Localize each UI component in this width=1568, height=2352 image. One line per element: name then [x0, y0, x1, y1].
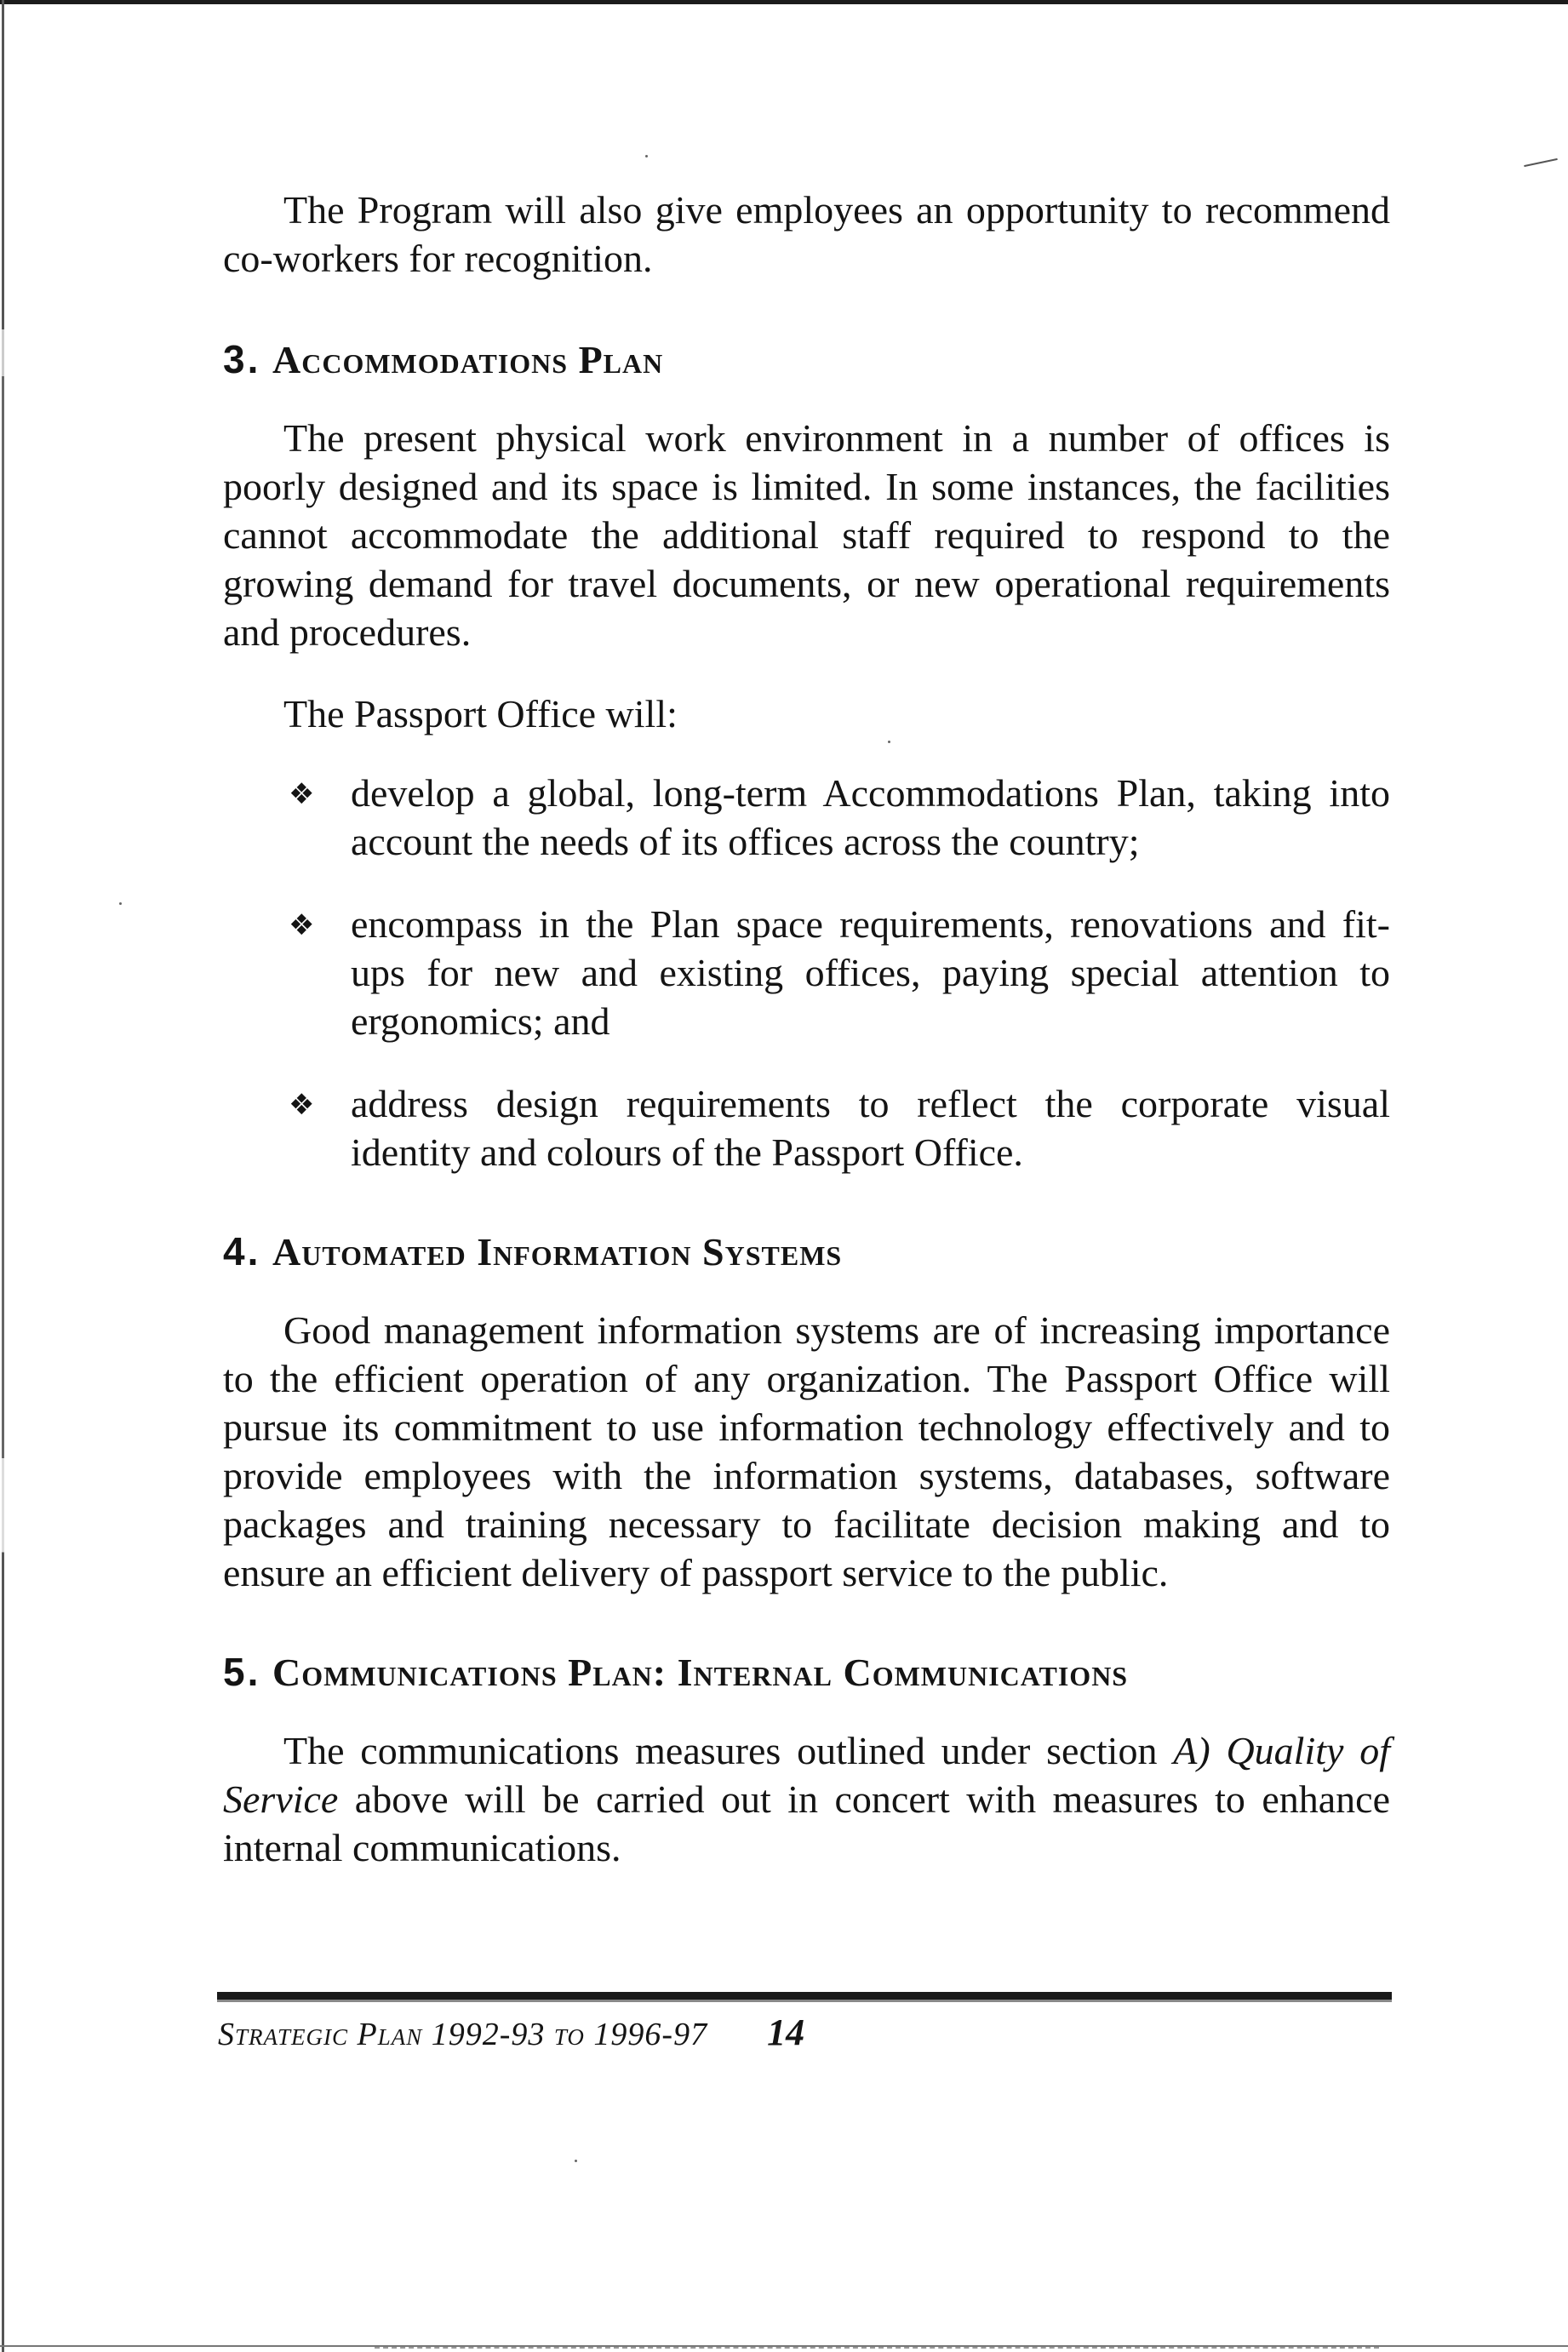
section-number: 3. — [223, 337, 261, 381]
section-4-paragraph: Good management information systems are of increasing importance to the efficient operation of any organization. The Passport Office will pursue its commitment to use information technology effectively and to provide employees with the information systems, databases, software packages and training necessary to facilitate decision making and to ensure an efficient delivery of passport service to the public. — [223, 1308, 1390, 1594]
paragraph-text: above will be carried out in concert with measures to enhance internal communications. — [223, 1777, 1390, 1869]
section-3-paragraph: The present physical work environment in a number of offices is poorly designed and its space is limited. In some instances, the facilities cannot accommodate the additional staff required to respond to the growing demand for travel documents, or new operational requirements and procedures. — [223, 416, 1390, 654]
bullet-text: encompass in the Plan space requirements, renovations and fit-ups for new and existing offices, paying special attention to ergonomics; and — [351, 902, 1390, 1043]
section-3-lead-in: The Passport Office will: — [283, 692, 678, 735]
section-number: 4. — [223, 1229, 261, 1273]
bullet-item — [223, 1079, 1390, 1176]
section-4-heading — [223, 1228, 1390, 1276]
scan-edge-left — [2, 0, 4, 2352]
section-3-bullet-list — [223, 769, 1390, 1176]
diamond-bullet-icon: ❖ — [289, 777, 315, 811]
diamond-bullet-icon: ❖ — [289, 908, 315, 942]
page-footer — [218, 2011, 1069, 2054]
bullet-text: develop a global, long-term Accommodations Plan, taking into account the needs of its offices across the country; — [351, 771, 1390, 863]
section-3-heading — [223, 335, 1390, 384]
section-number: 5. — [223, 1650, 261, 1694]
diamond-bullet-icon: ❖ — [289, 1088, 315, 1122]
bullet-item — [223, 900, 1390, 1045]
bullet-text: address design requirements to reflect the corporate visual identity and colours of the Passport Office. — [351, 1082, 1390, 1174]
scan-mark — [1524, 158, 1558, 167]
scan-edge-bottom-dashed — [375, 2347, 1379, 2349]
bullet-item — [223, 769, 1390, 866]
section-title: Automated Information Systems — [272, 1230, 843, 1273]
page-number: 14 — [767, 2012, 805, 2053]
section-reference: A) Quality of Service — [223, 1729, 1390, 1821]
section-title: Accommodations Plan — [272, 338, 664, 381]
section-5-paragraph — [223, 1726, 1390, 1872]
footer-rule — [217, 1992, 1392, 2002]
scan-speck — [575, 2160, 577, 2162]
paragraph-text: The communications measures outlined under section — [283, 1729, 1174, 1772]
intro-paragraph: The Program will also give employees an opportunity to recommend co-workers for recognition. — [223, 188, 1390, 280]
footer-title: Strategic Plan 1992-93 to 1996-97 — [218, 2017, 708, 2052]
scan-edge-top — [0, 0, 1568, 4]
document-page — [223, 186, 1390, 1872]
section-5-heading — [223, 1648, 1390, 1697]
scan-speck — [645, 155, 648, 157]
section-title: Communications Plan: Internal Communications — [272, 1651, 1129, 1694]
scan-speck — [119, 902, 122, 905]
